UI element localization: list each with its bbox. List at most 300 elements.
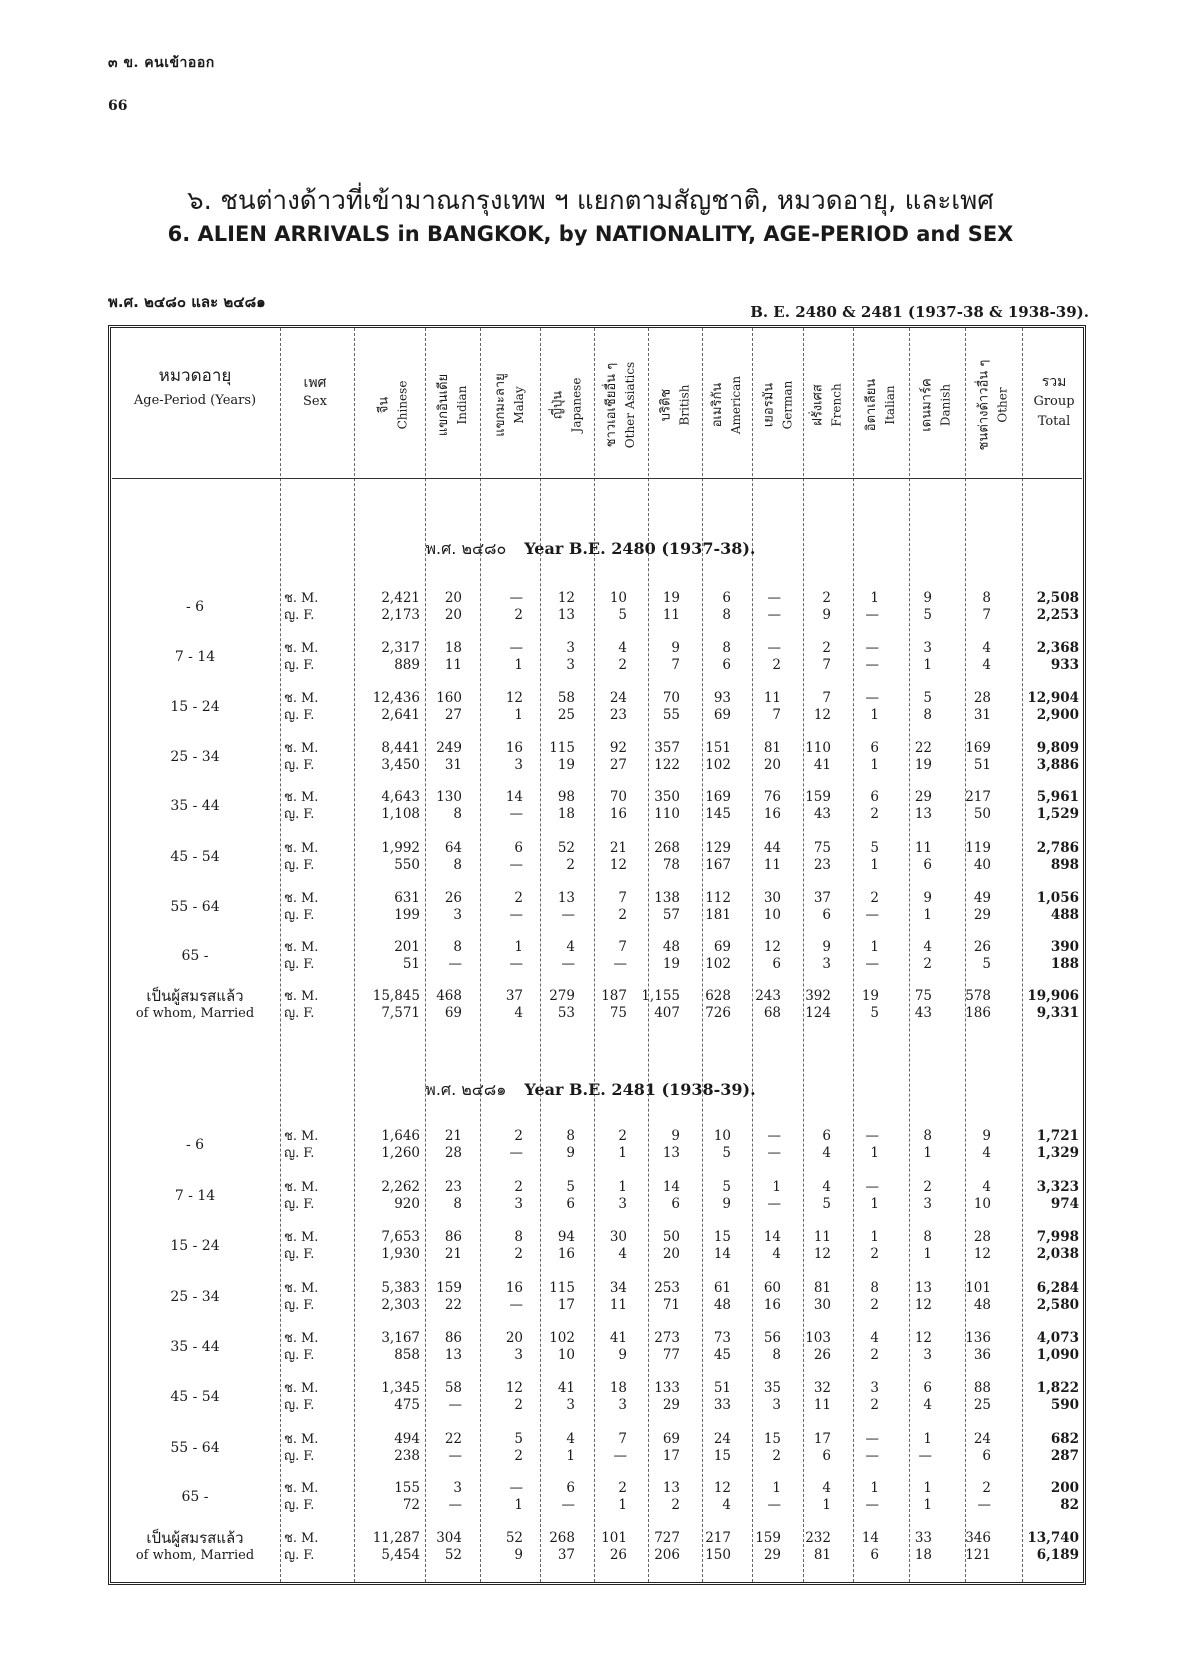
sex-thai: ญ. xyxy=(284,807,300,822)
male-value: 7 xyxy=(618,890,627,906)
male-value: 52 xyxy=(557,840,575,856)
male-value: 86 xyxy=(444,1229,462,1245)
female-value: 6 xyxy=(982,1448,991,1464)
nationality-english: Malay xyxy=(512,386,527,424)
female-value: 6 xyxy=(822,907,831,923)
sex-thai: ญ. xyxy=(284,1398,300,1413)
age-period-label: 35 - 44 xyxy=(170,798,220,814)
male-value: 6 xyxy=(514,840,523,856)
female-value: 3,886 xyxy=(1036,757,1079,773)
female-value: 1 xyxy=(514,707,523,723)
age-group-row xyxy=(0,1128,1181,1166)
value-cell xyxy=(392,1179,462,1213)
male-value: 20 xyxy=(505,1330,523,1346)
female-value: 2,173 xyxy=(381,607,420,623)
male-value: 2,317 xyxy=(381,640,420,656)
male-value: 11 xyxy=(914,840,932,856)
sex-english: F. xyxy=(303,1247,315,1262)
male-value: 8 xyxy=(923,1128,932,1144)
male-value: 4 xyxy=(923,939,932,955)
column-header-nationality xyxy=(853,342,909,468)
sex-female-label xyxy=(284,857,354,874)
sex-english: M. xyxy=(300,940,319,955)
sex-thai: ช. xyxy=(284,591,297,606)
age-header-english: Age-Period (Years) xyxy=(133,393,257,408)
group-total-cell xyxy=(1009,640,1079,674)
female-value: — xyxy=(509,857,523,873)
sex-header-thai: เพศ xyxy=(303,375,327,391)
female-value: 10 xyxy=(973,1196,991,1212)
section-label-2 xyxy=(0,1078,1181,1103)
female-value: 167 xyxy=(705,857,731,873)
male-value: 94 xyxy=(557,1229,575,1245)
group-total-cell xyxy=(1009,690,1079,724)
age-period-label: 15 - 24 xyxy=(170,1238,220,1254)
sex-thai: ญ. xyxy=(284,658,300,673)
male-value: 1,155 xyxy=(641,988,680,1004)
sex-labels xyxy=(284,690,354,724)
column-header-nationality xyxy=(647,342,703,468)
nationality-header-text xyxy=(975,360,1011,451)
sex-thai: ช. xyxy=(284,891,297,906)
male-value: 6 xyxy=(870,789,879,805)
female-value: 3 xyxy=(514,757,523,773)
female-value: 550 xyxy=(394,857,420,873)
female-value: 1 xyxy=(822,1497,831,1513)
sex-english: F. xyxy=(303,1298,315,1313)
sex-thai: ช. xyxy=(284,790,297,805)
nationality-thai: อเมริกัน xyxy=(710,382,726,428)
male-value: 3 xyxy=(453,1480,462,1496)
female-value: 1,529 xyxy=(1036,806,1079,822)
male-value: 628 xyxy=(705,988,731,1004)
value-cell xyxy=(392,1431,462,1465)
sex-english: M. xyxy=(300,1230,319,1245)
female-value: 4 xyxy=(514,1005,523,1021)
female-value: 889 xyxy=(394,657,420,673)
sex-labels xyxy=(284,740,354,774)
female-value: 20 xyxy=(444,607,462,623)
male-value: 4 xyxy=(982,640,991,656)
column-header-nationality xyxy=(482,342,538,468)
female-value: — xyxy=(865,607,879,623)
male-value: 30 xyxy=(763,890,781,906)
male-value: 133 xyxy=(654,1380,680,1396)
female-value: 3 xyxy=(514,1196,523,1212)
column-header-total xyxy=(1024,372,1084,432)
age-group-row xyxy=(0,590,1181,628)
female-value: 186 xyxy=(965,1005,991,1021)
age-period-label: 7 - 14 xyxy=(174,1188,216,1204)
male-value: 2,368 xyxy=(1036,640,1079,656)
column-header-nationality xyxy=(365,342,421,468)
sex-thai: ญ. xyxy=(284,908,300,923)
female-value: 13 xyxy=(662,1145,680,1161)
male-value: 2 xyxy=(822,590,831,606)
male-value: 4 xyxy=(566,1431,575,1447)
male-value: 2 xyxy=(822,640,831,656)
sex-english: M. xyxy=(300,989,319,1004)
age-group-row xyxy=(0,640,1181,678)
female-value: 57 xyxy=(662,907,680,923)
age-group-row xyxy=(0,840,1181,878)
male-value: 14 xyxy=(505,789,523,805)
male-value: 56 xyxy=(763,1330,781,1346)
male-value: 60 xyxy=(763,1280,781,1296)
male-value: 6 xyxy=(822,1128,831,1144)
male-value: 2,262 xyxy=(381,1179,420,1195)
female-value: 48 xyxy=(713,1297,731,1313)
sex-female-label xyxy=(284,806,354,823)
female-value: 55 xyxy=(662,707,680,723)
nationality-thai: ชาวเอเชียอื่น ๆ xyxy=(604,362,619,448)
male-value: 129 xyxy=(705,840,731,856)
female-value: 51 xyxy=(973,757,991,773)
sex-male-label xyxy=(284,740,354,757)
male-value: 346 xyxy=(965,1530,991,1546)
male-value: 9,809 xyxy=(1036,740,1079,756)
age-period-label: - 6 xyxy=(185,1137,205,1153)
male-value: 37 xyxy=(813,890,831,906)
sex-male-label xyxy=(284,1179,354,1196)
female-value: 77 xyxy=(662,1347,680,1363)
female-value: 1 xyxy=(923,907,932,923)
sex-thai: ช. xyxy=(284,641,297,656)
female-value: 5 xyxy=(722,1145,731,1161)
age-period-label: 55 - 64 xyxy=(170,1440,220,1456)
female-value: 11 xyxy=(662,607,680,623)
female-value: 53 xyxy=(557,1005,575,1021)
male-value: 130 xyxy=(436,789,462,805)
nationality-english: Italian xyxy=(883,385,897,425)
male-value: — xyxy=(865,690,879,706)
male-value: 69 xyxy=(713,939,731,955)
male-value: 12 xyxy=(505,1380,523,1396)
female-value: 81 xyxy=(813,1547,831,1563)
female-value: 2 xyxy=(923,956,932,972)
sex-male-label xyxy=(284,789,354,806)
nationality-header-text xyxy=(709,376,745,434)
male-value: 4 xyxy=(870,1330,879,1346)
female-value: 590 xyxy=(1050,1397,1079,1413)
female-value: 4 xyxy=(982,1145,991,1161)
sex-english: M. xyxy=(300,1180,319,1195)
male-value: 1,646 xyxy=(381,1128,420,1144)
female-value: 920 xyxy=(394,1196,420,1212)
female-value: 2 xyxy=(870,806,879,822)
male-value: 102 xyxy=(549,1330,575,1346)
sex-female-label xyxy=(284,1196,354,1213)
male-value: 7 xyxy=(618,939,627,955)
female-value: 121 xyxy=(965,1547,991,1563)
male-value: 6 xyxy=(566,1480,575,1496)
sex-english: F. xyxy=(303,1498,315,1513)
sex-labels xyxy=(284,1229,354,1263)
female-value: 7,571 xyxy=(381,1005,420,1021)
married-label-english: of whom, Married xyxy=(135,1006,255,1021)
female-value: 1,090 xyxy=(1036,1347,1079,1363)
sex-english: F. xyxy=(303,1548,315,1563)
age-period-label: 7 - 14 xyxy=(174,649,216,665)
female-value: 23 xyxy=(813,857,831,873)
nationality-english: Other Asiatics xyxy=(623,361,637,449)
male-value: 3,167 xyxy=(381,1330,420,1346)
section-1-thai: พ.ศ. ๒๔๘๐ xyxy=(425,539,507,558)
male-value: 12 xyxy=(713,1480,731,1496)
column-header-nationality xyxy=(750,342,806,468)
female-value: 8 xyxy=(453,806,462,822)
sex-thai: ช. xyxy=(284,741,297,756)
age-period-label: 65 - xyxy=(181,1489,209,1505)
married-label-thai: เป็นผู้สมรสแล้ว xyxy=(146,1529,244,1547)
male-value: 2 xyxy=(514,1128,523,1144)
female-value: 2 xyxy=(870,1297,879,1313)
male-value: 115 xyxy=(549,740,575,756)
female-value: — xyxy=(509,907,523,923)
male-value: 2 xyxy=(618,1128,627,1144)
female-value: 7 xyxy=(982,607,991,623)
nationality-thai: แขกอินเดีย xyxy=(436,373,451,437)
female-value: — xyxy=(865,657,879,673)
male-value: 28 xyxy=(973,690,991,706)
age-period-label: 15 - 24 xyxy=(170,699,220,715)
male-value: — xyxy=(509,1480,523,1496)
sex-male-label xyxy=(284,1480,354,1497)
female-value: 43 xyxy=(813,806,831,822)
value-cell xyxy=(921,640,991,674)
sex-labels xyxy=(284,1179,354,1213)
female-value: 2,253 xyxy=(1036,607,1079,623)
female-value: 8 xyxy=(923,707,932,723)
female-value: 206 xyxy=(654,1547,680,1563)
title-thai: ๖. ชนต่างด้าวที่เข้ามาณกรุงเทพ ฯ แยกตามสัญชาติ, หมวดอายุ, และเพศ xyxy=(187,186,994,216)
value-cell xyxy=(921,988,991,1022)
female-value: 1 xyxy=(618,1145,627,1161)
sex-thai: ช. xyxy=(284,841,297,856)
female-value: 2 xyxy=(671,1497,680,1513)
female-value: 37 xyxy=(557,1547,575,1563)
nationality-english: American xyxy=(729,375,744,435)
male-value: 1,992 xyxy=(381,840,420,856)
sex-male-label xyxy=(284,939,354,956)
female-value: 17 xyxy=(557,1297,575,1313)
male-value: 9 xyxy=(822,939,831,955)
sex-female-label xyxy=(284,1246,354,1263)
male-value: 98 xyxy=(557,789,575,805)
nationality-header-text xyxy=(657,385,693,426)
sex-thai: ช. xyxy=(284,1381,297,1396)
male-value: — xyxy=(865,1179,879,1195)
male-value: 37 xyxy=(505,988,523,1004)
female-value: 475 xyxy=(394,1397,420,1413)
female-value: — xyxy=(509,956,523,972)
female-value: 8 xyxy=(772,1347,781,1363)
nationality-header-text xyxy=(810,383,846,426)
female-value: 1,329 xyxy=(1036,1145,1079,1161)
group-total-cell xyxy=(1009,1179,1079,1213)
female-value: 5 xyxy=(923,607,932,623)
female-value: 82 xyxy=(1060,1497,1079,1513)
sex-english: F. xyxy=(303,1006,315,1021)
female-value: 15 xyxy=(713,1448,731,1464)
value-cell xyxy=(921,1380,991,1414)
value-cell xyxy=(392,1380,462,1414)
male-value: 112 xyxy=(705,890,731,906)
male-value: 6 xyxy=(923,1380,932,1396)
value-cell xyxy=(392,890,462,924)
sex-female-label xyxy=(284,907,354,924)
female-value: 2,641 xyxy=(381,707,420,723)
total-header-english-1: Group xyxy=(1033,394,1075,409)
female-value: 7 xyxy=(671,657,680,673)
female-value: 5 xyxy=(822,1196,831,1212)
male-value: 3 xyxy=(870,1380,879,1396)
sex-thai: ญ. xyxy=(284,758,300,773)
female-value: 13 xyxy=(444,1347,462,1363)
sex-thai: ช. xyxy=(284,1230,297,1245)
male-value: 10 xyxy=(713,1128,731,1144)
sex-labels xyxy=(284,1128,354,1162)
female-value: 6 xyxy=(772,956,781,972)
value-cell xyxy=(392,740,462,774)
female-value: — xyxy=(448,1497,462,1513)
value-cell xyxy=(921,1530,991,1564)
female-value: 22 xyxy=(444,1297,462,1313)
nationality-header-text xyxy=(435,374,471,436)
male-value: 13 xyxy=(914,1280,932,1296)
sex-male-label xyxy=(284,1380,354,1397)
male-value: 279 xyxy=(549,988,575,1004)
female-value: 110 xyxy=(654,806,680,822)
age-group-row xyxy=(0,1330,1181,1368)
female-value: 6 xyxy=(923,857,932,873)
female-value: 3 xyxy=(822,956,831,972)
sex-english: F. xyxy=(303,807,315,822)
male-value: 273 xyxy=(654,1330,680,1346)
male-value: 18 xyxy=(444,640,462,656)
value-cell xyxy=(392,1280,462,1314)
sex-english: M. xyxy=(300,591,319,606)
female-value: 7 xyxy=(772,707,781,723)
sex-labels xyxy=(284,988,354,1022)
sex-labels xyxy=(284,1380,354,1414)
male-value: 2,786 xyxy=(1036,840,1079,856)
sex-female-label xyxy=(284,1497,354,1514)
female-value: 26 xyxy=(813,1347,831,1363)
female-value: 199 xyxy=(394,907,420,923)
sex-english: M. xyxy=(300,1381,319,1396)
sex-female-label xyxy=(284,956,354,973)
age-group-row xyxy=(0,1229,1181,1267)
male-value: — xyxy=(865,1431,879,1447)
female-value: 71 xyxy=(662,1297,680,1313)
female-value: 6 xyxy=(870,1547,879,1563)
female-value: — xyxy=(448,1448,462,1464)
male-value: 13 xyxy=(557,890,575,906)
male-value: 4,643 xyxy=(381,789,420,805)
column-header-nationality xyxy=(425,342,481,468)
married-row xyxy=(0,988,1181,1026)
column-header-sex xyxy=(279,372,351,409)
sex-english: M. xyxy=(300,891,319,906)
group-total-cell xyxy=(1009,1530,1079,1564)
female-value: 7 xyxy=(822,657,831,673)
male-value: 44 xyxy=(763,840,781,856)
male-value: 7 xyxy=(618,1431,627,1447)
female-value: 9 xyxy=(822,607,831,623)
male-value: 5 xyxy=(514,1431,523,1447)
female-value: 1,930 xyxy=(381,1246,420,1262)
male-value: 5 xyxy=(566,1179,575,1195)
years-english: B. E. 2480 & 2481 (1937-38 & 1938-39). xyxy=(750,303,1089,321)
female-value: 13 xyxy=(557,607,575,623)
age-period-label xyxy=(112,1530,278,1564)
male-value: — xyxy=(509,590,523,606)
female-value: 181 xyxy=(705,907,731,923)
sex-male-label xyxy=(284,640,354,657)
male-value: 2 xyxy=(514,890,523,906)
male-value: 24 xyxy=(713,1431,731,1447)
male-value: 12 xyxy=(763,939,781,955)
female-value: 1 xyxy=(514,1497,523,1513)
female-value: 2 xyxy=(772,657,781,673)
male-value: 15 xyxy=(763,1431,781,1447)
nationality-thai: อิตาเลียน xyxy=(864,378,879,432)
sex-male-label xyxy=(284,1431,354,1448)
sex-english: M. xyxy=(300,1281,319,1296)
male-value: 159 xyxy=(805,789,831,805)
female-value: 25 xyxy=(973,1397,991,1413)
male-value: 268 xyxy=(654,840,680,856)
male-value: 9 xyxy=(923,890,932,906)
male-value: 61 xyxy=(713,1280,731,1296)
male-value: 1 xyxy=(618,1179,627,1195)
female-value: 75 xyxy=(609,1005,627,1021)
male-value: 136 xyxy=(965,1330,991,1346)
female-value: 41 xyxy=(813,757,831,773)
male-value: 41 xyxy=(609,1330,627,1346)
female-value: 3 xyxy=(923,1196,932,1212)
male-value: 12,436 xyxy=(372,690,420,706)
female-value: 2 xyxy=(566,857,575,873)
value-cell xyxy=(392,640,462,674)
value-cell xyxy=(921,1431,991,1465)
female-value: 30 xyxy=(813,1297,831,1313)
male-value: 2 xyxy=(870,890,879,906)
total-header-english-2: Total xyxy=(1037,414,1071,429)
nationality-thai: แขกมะลายู xyxy=(493,373,509,437)
female-value: 407 xyxy=(654,1005,680,1021)
male-value: 29 xyxy=(914,789,932,805)
age-period-label: - 6 xyxy=(185,599,205,615)
nationality-english: Other xyxy=(995,387,1009,423)
female-value: 1 xyxy=(923,1145,932,1161)
male-value: 19,906 xyxy=(1027,988,1079,1004)
female-value: 45 xyxy=(713,1347,731,1363)
sex-thai: ช. xyxy=(284,1432,297,1447)
female-value: 36 xyxy=(973,1347,991,1363)
female-value: — xyxy=(865,1497,879,1513)
section-2-english: Year B.E. 2481 (1938-39). xyxy=(524,1080,756,1099)
female-value: 19 xyxy=(914,757,932,773)
male-value: 24 xyxy=(973,1431,991,1447)
sex-thai: ช. xyxy=(284,1180,297,1195)
male-value: 75 xyxy=(914,988,932,1004)
value-cell xyxy=(392,690,462,724)
male-value: 578 xyxy=(965,988,991,1004)
female-value: 188 xyxy=(1050,956,1079,972)
male-value: 76 xyxy=(763,789,781,805)
